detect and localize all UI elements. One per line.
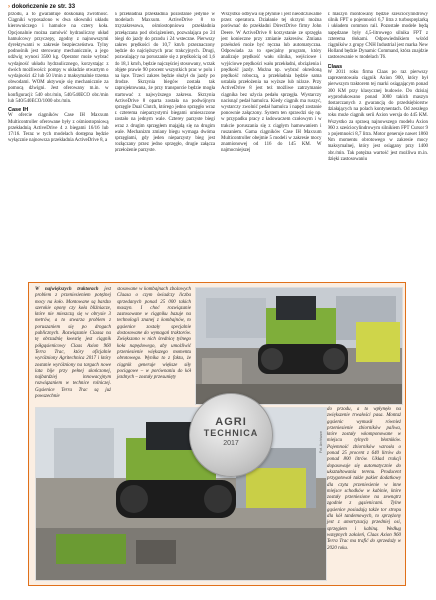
box-text-left-1-body: jest problem z przeniesieniem potężnej mocy na koło. Montowane są bardzo szerokie opony czy koła bliźniacze, które nie mieszczą się w obrysie 3 metrów, a to stwarza problem z poruszaniem się po drogach publicznych. Rozwiązanie Claasa na tę obrzadnię kwestię jest ciągnik półgąsienicowy Claas Axion 960 Terra Trac, który oficjalnie wyróżniony Agritechnica 2017 i który zostanie wyróżniony na targach nowe lata bije przy pełnej skończonej, najbardziej innowacyjnym rozwiązaniem w technice rolniczej. Gąsienice Terra Trac są już powszechnie: [35, 287, 111, 400]
article-column-3: [221, 12, 322, 280]
chevron-right-icon: ›: [8, 4, 10, 10]
article-columns: [8, 12, 428, 280]
tractor-photo-main: [35, 407, 327, 581]
box-text-right: do przodu, a to wpłynęło na zwiększenie trwałości pasa. Montaż gąsienic wymusił również przeniesienie zbiorników paliwa, które zostały wkomponowane w miejscu tylnych błotników. Pojemność zbiorników wzrosła o ponad 25 procent z 640 litrów do ponad 800 litrów. Układ trakcji dopasowuje się automatycznie do ukształtowania terenu. Producent przygotował także pakiet dodatkowy dla czyta przeniesienie w inne miejsce schodków w kabinie, które zostały przeniesione na zewnątrz zgodnie z gąsienicami. Tylne gąsienice posiadają także tor stropu dla kół tandemowych, to sprzężony jest z amortyzacją przedniej osi, sprzęgiem i kabiną. Według wstępnych założeń, Claas Axion 960 Terra Trac ma trafić do sprzedaży w 2020 roku.: [327, 407, 401, 551]
article-paragraph: z maszyn montowany będzie sześciocylindrowy silnik FPT o pojemności 6,7 litra z turbosprężarką i układem common rail. Pozostałe modele będą napędzane były 4,5-litrowego silnika FPT z czterema tłokami. Odpowiednikiem wśród ciągników z grupy CNH Industrial jest marka New Holland będzie Dynamic Command, która znajdzie zastosowanie w modelach T6.: [327, 12, 428, 61]
agritechnica-award-badge: [189, 393, 273, 477]
article-paragraph: W ofercie ciągników Case IH Maxxum Multicontroller oferowane były z ośmiostopniową przekładnią ActiveDrive 4 z biegami 16/16 lub 17/16. Teraz w tych modelach dostępna będzie wyłącznie najnowsza przekładnia ActiveDrive 8, a: [8, 113, 109, 144]
article-paragraph: przodu, a to gwarantuje doskonałą zwrotność. Ciągniki wyposażono w dwa siłowniki układu kierowniczego i hamulce na cztery koła. Opcjonalnie można zamówić hydrauliczny układ hamulcowy przyczepy, zgodny z najnowszymi dyrektywami w zakresie bezpieczeństwa. Tylny podnośnik jest sterowany mechanicznie, a jego udźwig wynosi 3500 kg. Operator może wybrać wydajność układu hydraulicznego, korzystając z dwóch możliwości: pompy w układzie otwartym o wydajności 42 lub 50 l/min z maksymalnie trzema obwodami. WOM aktywuje się mechanicznie za pomocą dźwigni. Jest oferowany m.in. w konfiguracji: 540 obr./min, 540/540ECO obr./min lub 540/540ECO/1000 obr./min.: [8, 12, 109, 104]
article-paragraph: Wszystko odbywa się płynnie i jest nieodczuwalne przez operatora. Działanie tej skrzyni można porównać do przekładni DirectDrive firmy John Deere. W ActiveDrive 8 korzystanie ze sprzęgła jest konieczne przy zmianie zakresów. Zmiana przełożeń może być ręczna lub automatyczna. Odpowiada za to specjalny program, który analizuje prędkość wału silnika, wejściowe i wyjściowe prędkości wału przekładni, obciążenia i prędkość jazdy. Można np. wybrać określoną prędkość roboczą, a przekładnia będzie sama ustalała przełożenia na wyższe lub niższe. Przy ActiveDrive 8 jest też możliwe zatrzymanie ciągnika bez użycia pedału sprzęgła. Wystarczy nacisnąć pedał hamulca. Kiedy ciągnik ma ruszyć, wystarczy zwolnić pedał hamulca i napęd zostanie ponownie załączony. System ten sprawdzi się np. w przypadku pracy z ładowaczem czołowym i w trakcie poruszania się z ciągłym hamowaniem i ruszaniem. Gama ciągników Case IH Maxxum Multicontroller obejmie 5 modeli w zakresie mocy znamionowej od 116 do 145 KM. W najmocniejszej: [221, 12, 322, 154]
article-paragraph: a przekładnia przekładnia pozostanie jedynie w modelach Maxxum. ActiveDrive 8 to trzyzakresowa, ośmiostopniowa przekładnia przełączana pod obciążeniem, pozwalająca po 24 biegi do jazdy do przodu i 24 wsteczne. Pierwszy zakres prędkości do 10,7 km/h przeznaczony będzie do najcięższych prac trakcyjnych. Drugi, pozwalający na poruszanie się z prędkością od 1,6 do 18,1 km/h, będzie najczęściej stosowany, wrzak objęte prawie 90 procent wszystkich prac w polu i na łące. Trzeci zakres będzie służył do jazdy po drodze. Skrzynia biegów została tak zaprojektowana, że przy transporcie będzie mogła startować z najwyższego zakresu. Skrzynia ActiveDrive 8 oparta została na podwójnym sprzęgle Dual Clutch, którego jedno sprzęgło wraz z czterema nieparzystymi biegami umieszczone zostało na jednym wale. Czterey parzyste biegi wraz z drugim sprzęgłem mająjdą się na drugim wale. Mechanizm zmiany biegu wymaga dwóma sprzęgłami, gdy jeden nieparzysty bieg jest rozłączany przez jedno sprzęgło, drugie załącza przełożenie parzyste.: [114, 12, 215, 154]
tractor-photo-main-image: [36, 408, 326, 580]
badge-line-1: AGRI: [215, 416, 247, 428]
continuation-label: dokończenie ze str. 33: [11, 4, 76, 10]
article-column-4: [328, 12, 429, 280]
tractor-photo-top: [195, 287, 403, 405]
box-text-left-2: stosowane w kombajnach zbożowych Claasa o czym świadczy liczba sprzedanych ponad 25 000 takich maszyn. I choć rozwiązanie zastosowane w ciągniku bazuje na technologii znanej z kombajnów, to gąsienice zostały specjalnie dostosowane do wymagań traktorów. Zwiększono w nich średnicę tylnego koła napędowego, aby umożliwić przeniesienie większego momentu obrotowego. Wynika to z faktu, że ciągnik generuje większe siły pociągowe – w porównaniu do kół jezdnych – zostały przesunięty: [117, 287, 191, 381]
tractor-photo-top-image: [196, 288, 402, 404]
article-column-2: [115, 12, 216, 280]
article-paragraph: W 2011 roku firma Claas po raz pierwszy zaprezentowała ciągnik Axion 900, który był pierwszym traktorem tej marki osiągającym ponad 300 KM przy klasycznej budowie. Do dzisiaj wyprodukowano ponad 3000 takich maszyn dostarczanych z gwarancją do przedsiębiorstw działających na polach kontynentach. Od zeszłego roku może ciągnik serii Axion wersja do 445 KM. Wszystko za sprawą najnowszego modelu Axion 960 z sześciocylindrowym silnikiem FPT Cursor 9 o pojemności 8,7 litra. Motor generuje nawet 1860 Nm momentu obrotowego w zakresie mocy maksymalnej, który jest osiągany przy 1400 obr./min. Tak potężna wartość jest możliwa m.in. dzięki zastosowaniu: [327, 70, 428, 162]
continuation-header: [8, 4, 75, 10]
highlight-box: [28, 282, 406, 586]
badge-line-2: TECHNICA: [203, 428, 259, 438]
section-heading: Claas: [327, 63, 343, 70]
article-column-1: [8, 12, 109, 280]
section-heading: Case IH: [8, 107, 29, 114]
photo-credit: Fot. Archiwum: [319, 430, 323, 453]
box-text-left-1: [35, 287, 111, 400]
badge-year: 2017: [223, 440, 239, 447]
box-lead: W największych traktorach: [35, 287, 99, 292]
